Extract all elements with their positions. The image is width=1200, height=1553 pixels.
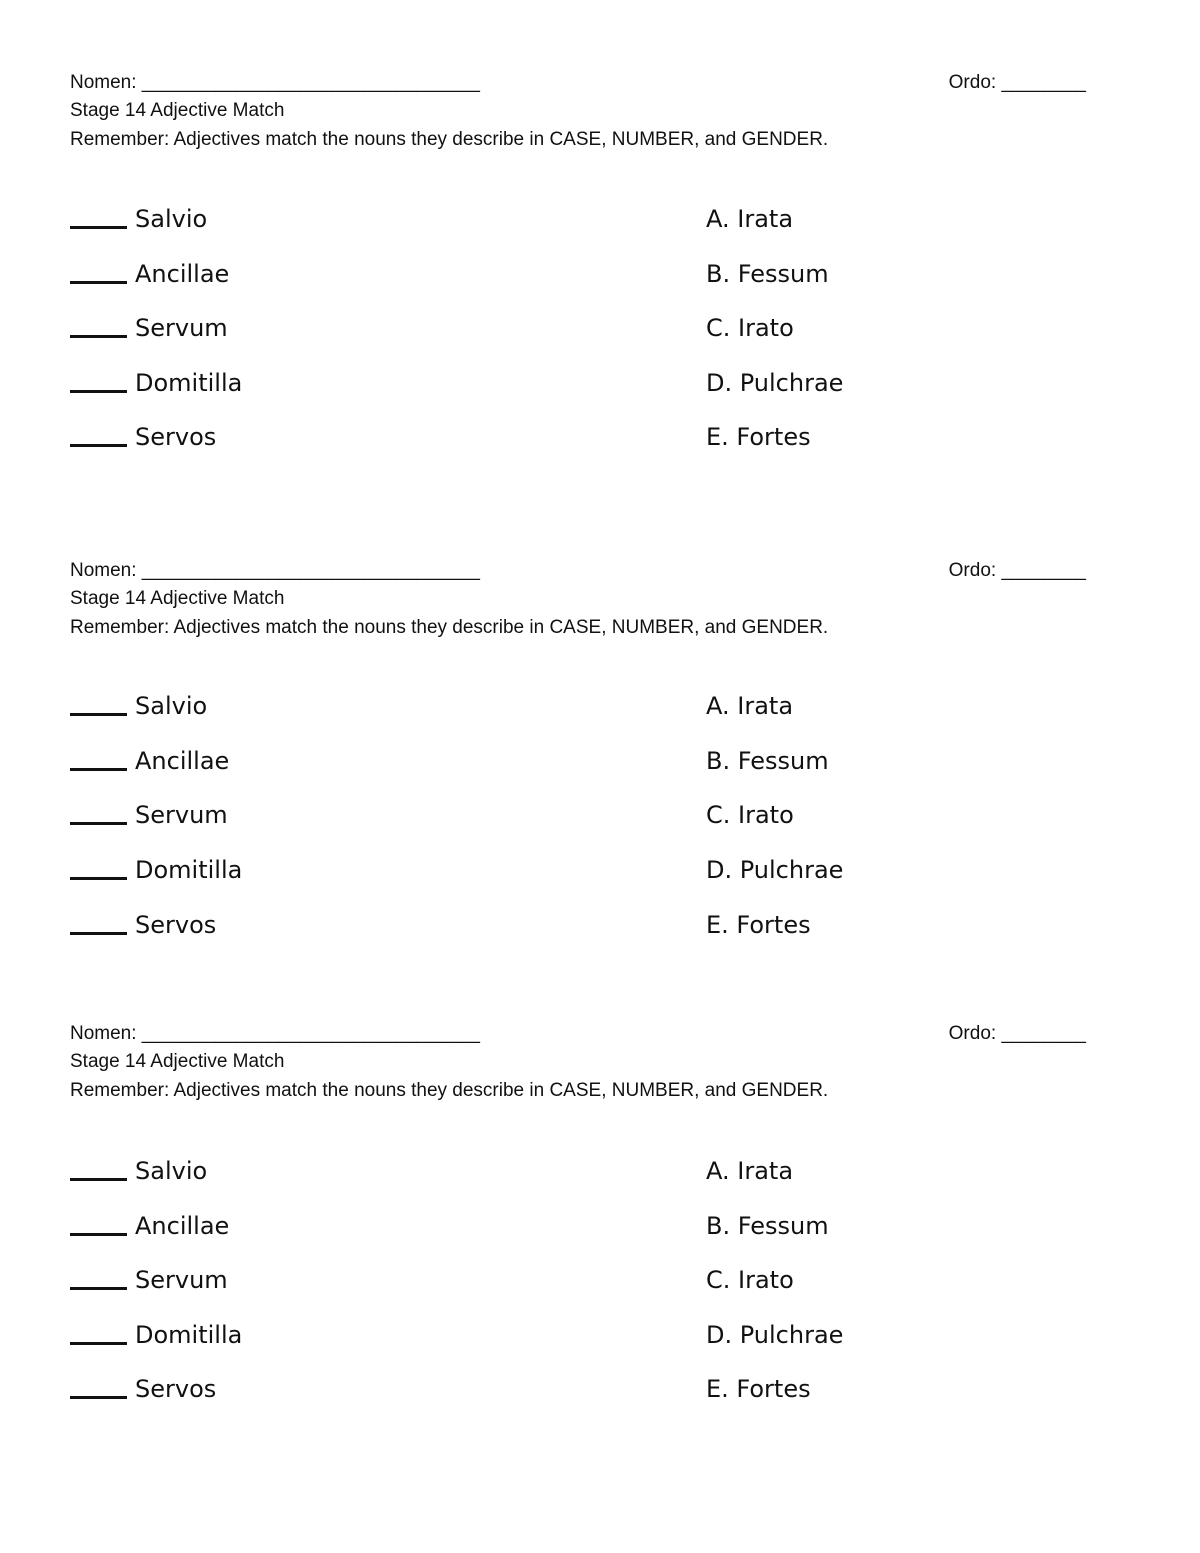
match-row <box>70 850 1086 890</box>
adjective-option: C. Irato <box>706 314 794 342</box>
adjective-option: B. Fessum <box>706 1212 829 1240</box>
match-row <box>70 905 1086 945</box>
noun-label: Domitilla <box>135 1321 243 1349</box>
ordo-field[interactable]: Ordo: ________ <box>948 72 1086 93</box>
noun-item <box>70 1260 228 1300</box>
match-row <box>70 417 1086 457</box>
ordo-field[interactable]: Ordo: ________ <box>948 1023 1086 1044</box>
noun-label: Servos <box>135 1375 217 1403</box>
noun-label: Ancillae <box>135 747 230 775</box>
ordo-field[interactable]: Ordo: ________ <box>948 560 1086 581</box>
noun-item <box>70 417 216 457</box>
noun-label: Servos <box>135 911 217 939</box>
match-row <box>70 308 1086 348</box>
worksheet-3 <box>70 1020 1086 1480</box>
noun-label: Servum <box>135 314 228 342</box>
noun-item <box>70 1151 207 1191</box>
match-row <box>70 1151 1086 1191</box>
adjective-option: D. Pulchrae <box>706 369 844 397</box>
noun-item <box>70 308 228 348</box>
adjective-option: A. Irata <box>706 692 794 720</box>
match-row <box>70 363 1086 403</box>
adjective-option: D. Pulchrae <box>706 1321 844 1349</box>
adjective-option: C. Irato <box>706 801 794 829</box>
noun-label: Servum <box>135 801 228 829</box>
nomen-field[interactable]: Nomen: ________________________________ <box>70 1023 480 1044</box>
noun-label: Domitilla <box>135 856 243 884</box>
noun-item <box>70 741 229 781</box>
match-row <box>70 1369 1086 1409</box>
answer-blank[interactable] <box>70 308 127 338</box>
match-row <box>70 795 1086 835</box>
answer-blank[interactable] <box>70 1206 127 1236</box>
worksheet-title: Stage 14 Adjective Match <box>70 588 285 609</box>
noun-item <box>70 686 207 726</box>
match-row <box>70 199 1086 239</box>
answer-blank[interactable] <box>70 850 127 880</box>
adjective-option: A. Irata <box>706 1157 794 1185</box>
noun-label: Ancillae <box>135 260 230 288</box>
student-header <box>70 69 1086 97</box>
answer-blank[interactable] <box>70 741 127 771</box>
noun-item <box>70 1369 216 1409</box>
noun-label: Salvio <box>135 1157 208 1185</box>
worksheet-title: Stage 14 Adjective Match <box>70 1051 285 1072</box>
answer-blank[interactable] <box>70 1315 127 1345</box>
adjective-option: B. Fessum <box>706 747 829 775</box>
match-row <box>70 686 1086 726</box>
match-row <box>70 1315 1086 1355</box>
student-header <box>70 557 1086 585</box>
noun-item <box>70 1206 229 1246</box>
nomen-field[interactable]: Nomen: ________________________________ <box>70 72 480 93</box>
reminder-text: Remember: Adjectives match the nouns they describe in CASE, NUMBER, and GENDER. <box>70 1080 829 1101</box>
adjective-option: B. Fessum <box>706 260 829 288</box>
worksheet-title: Stage 14 Adjective Match <box>70 100 285 121</box>
noun-label: Salvio <box>135 692 208 720</box>
match-row <box>70 741 1086 781</box>
match-row <box>70 1260 1086 1300</box>
adjective-option: A. Irata <box>706 205 794 233</box>
match-row <box>70 254 1086 294</box>
noun-item <box>70 905 216 945</box>
noun-label: Ancillae <box>135 1212 230 1240</box>
answer-blank[interactable] <box>70 199 127 229</box>
noun-item <box>70 850 242 890</box>
answer-blank[interactable] <box>70 795 127 825</box>
reminder-text: Remember: Adjectives match the nouns they describe in CASE, NUMBER, and GENDER. <box>70 129 829 150</box>
adjective-option: E. Fortes <box>706 1375 811 1403</box>
noun-item <box>70 795 228 835</box>
answer-blank[interactable] <box>70 1151 127 1181</box>
answer-blank[interactable] <box>70 417 127 447</box>
answer-blank[interactable] <box>70 686 127 716</box>
worksheet-2 <box>70 557 1086 1017</box>
noun-label: Servos <box>135 423 217 451</box>
answer-blank[interactable] <box>70 1369 127 1399</box>
noun-label: Salvio <box>135 205 208 233</box>
student-header <box>70 1020 1086 1048</box>
noun-item <box>70 363 242 403</box>
reminder-text: Remember: Adjectives match the nouns they describe in CASE, NUMBER, and GENDER. <box>70 617 829 638</box>
adjective-option: E. Fortes <box>706 423 811 451</box>
adjective-option: C. Irato <box>706 1266 794 1294</box>
noun-label: Domitilla <box>135 369 243 397</box>
answer-blank[interactable] <box>70 363 127 393</box>
noun-item <box>70 199 207 239</box>
noun-label: Servum <box>135 1266 228 1294</box>
worksheet-1 <box>70 69 1086 529</box>
noun-item <box>70 1315 242 1355</box>
answer-blank[interactable] <box>70 905 127 935</box>
nomen-field[interactable]: Nomen: ________________________________ <box>70 560 480 581</box>
adjective-option: D. Pulchrae <box>706 856 844 884</box>
answer-blank[interactable] <box>70 1260 127 1290</box>
answer-blank[interactable] <box>70 254 127 284</box>
adjective-option: E. Fortes <box>706 911 811 939</box>
noun-item <box>70 254 229 294</box>
match-row <box>70 1206 1086 1246</box>
